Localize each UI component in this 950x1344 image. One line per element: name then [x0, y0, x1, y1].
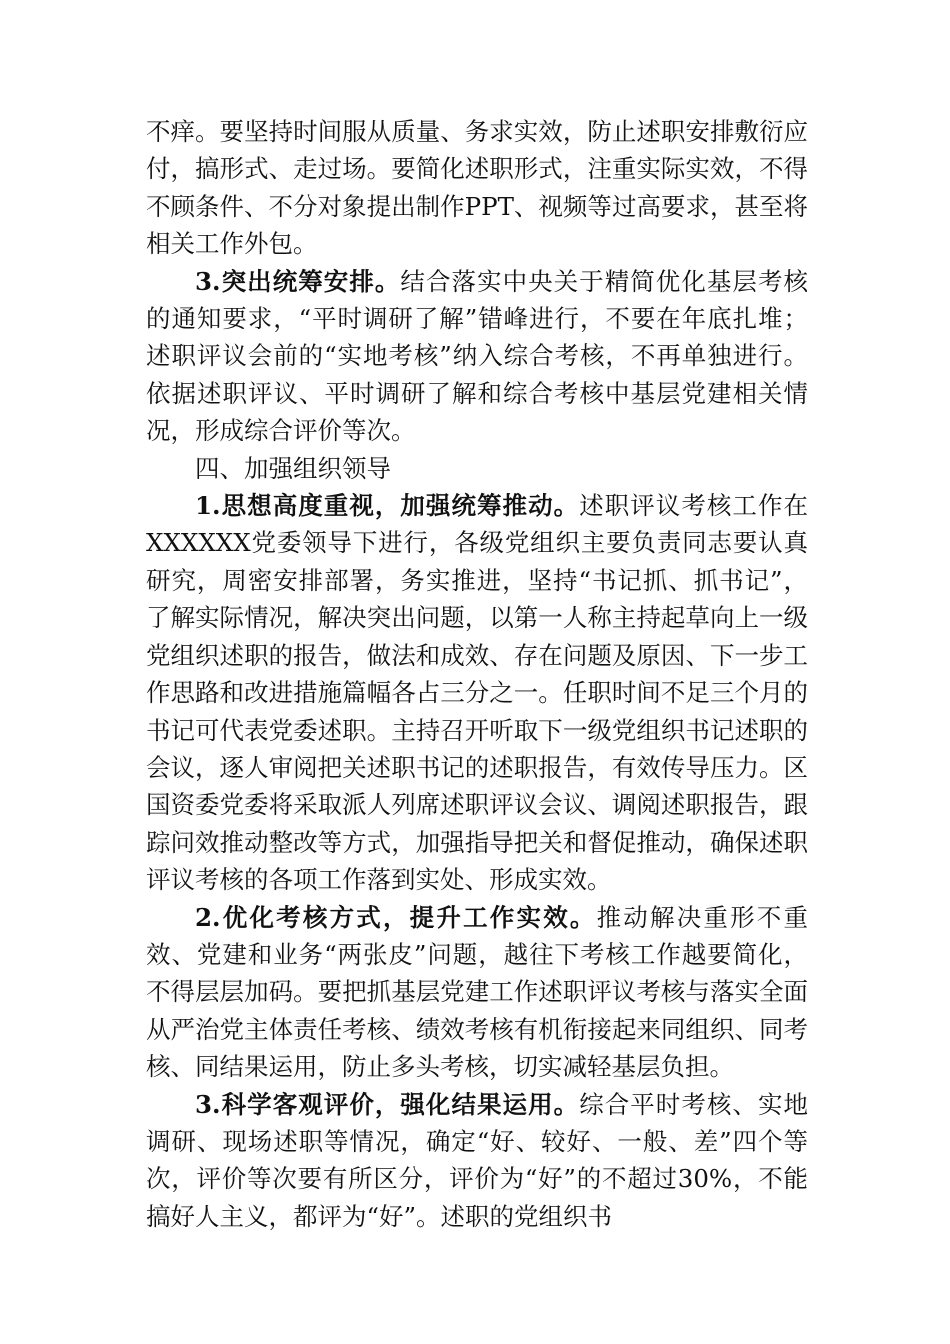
paragraph-optimize [146, 899, 808, 1086]
paragraph-leadership [146, 487, 808, 898]
paragraph-lead: 3.科学客观评价，强化结果运用。 [195, 1089, 580, 1119]
paragraph-text: 述职评议考核工作在XXXXXX党委领导下进行，各级党组织主要负责同志要认真研究，周密安排部署，务实推进，坚持“书记抓、抓书记”，了解实际情况，解决突出问题，以第一人称主持起草向上一级党组织述职的报告，做法和成效、存在问题及原因、下一步工作思路和改进措施篇幅各占三分之一。任职时间不足三个月的书记可代表党委述职。主持召开听取下一级党组织书记述职的会议，逐人审阅把关述职书记的述职报告，有效传导压力。区国资委党委将采取派人列席述职评议会议、调阅述职报告，跟踪问效推动整改等方式，加强指导把关和督促推动，确保述职评议考核的各项工作落到实处、形成实效。 [146, 491, 809, 895]
paragraph-continuation [146, 113, 808, 263]
paragraph-lead: 1.思想高度重视，加强统筹推动。 [195, 491, 580, 521]
paragraph-evaluation [146, 1086, 808, 1236]
paragraph-text: 综合平时考核、实地调研、现场述职等情况，确定“好、较好、一般、差”四个等次，评价等次要有所区分，评价为“好”的不超过30%，不能搞好人主义，都评为“好”。述职的党组织书 [146, 1089, 809, 1231]
paragraph-coordination [146, 263, 808, 450]
document-page [146, 113, 808, 1235]
paragraph-text: 推动解决重形不重效、党建和业务“两张皮”问题，越往下考核工作越要简化，不得层层加码。要把抓基层党建工作述职评议考核与落实全面从严治党主体责任考核、绩效考核有机衔接起来同组织、同考核、同结果运用，防止多头考核，切实减轻基层负担。 [146, 902, 808, 1082]
paragraph-lead: 3.突出统筹安排。 [195, 266, 401, 296]
paragraph-lead: 2.优化考核方式，提升工作实效。 [195, 902, 597, 932]
paragraph-text: 结合落实中央关于精简优化基层考核的通知要求，“平时调研了解”错峰进行，不要在年底扎堆；述职评议会前的“实地考核”纳入综合考核，不再单独进行。依据述职评议、平时调研了解和综合考核中基层党建相关情况，形成综合评价等次。 [146, 266, 809, 446]
paragraph-text: 不痒。要坚持时间服从质量、务求实效，防止述职安排敷衍应付，搞形式、走过场。要简化述职形式，注重实际实效，不得不顾条件、不分对象提出制作PPT、视频等过高要求，甚至将相关工作外包。 [146, 117, 808, 259]
section-heading: 四、加强组织领导 [195, 453, 391, 483]
